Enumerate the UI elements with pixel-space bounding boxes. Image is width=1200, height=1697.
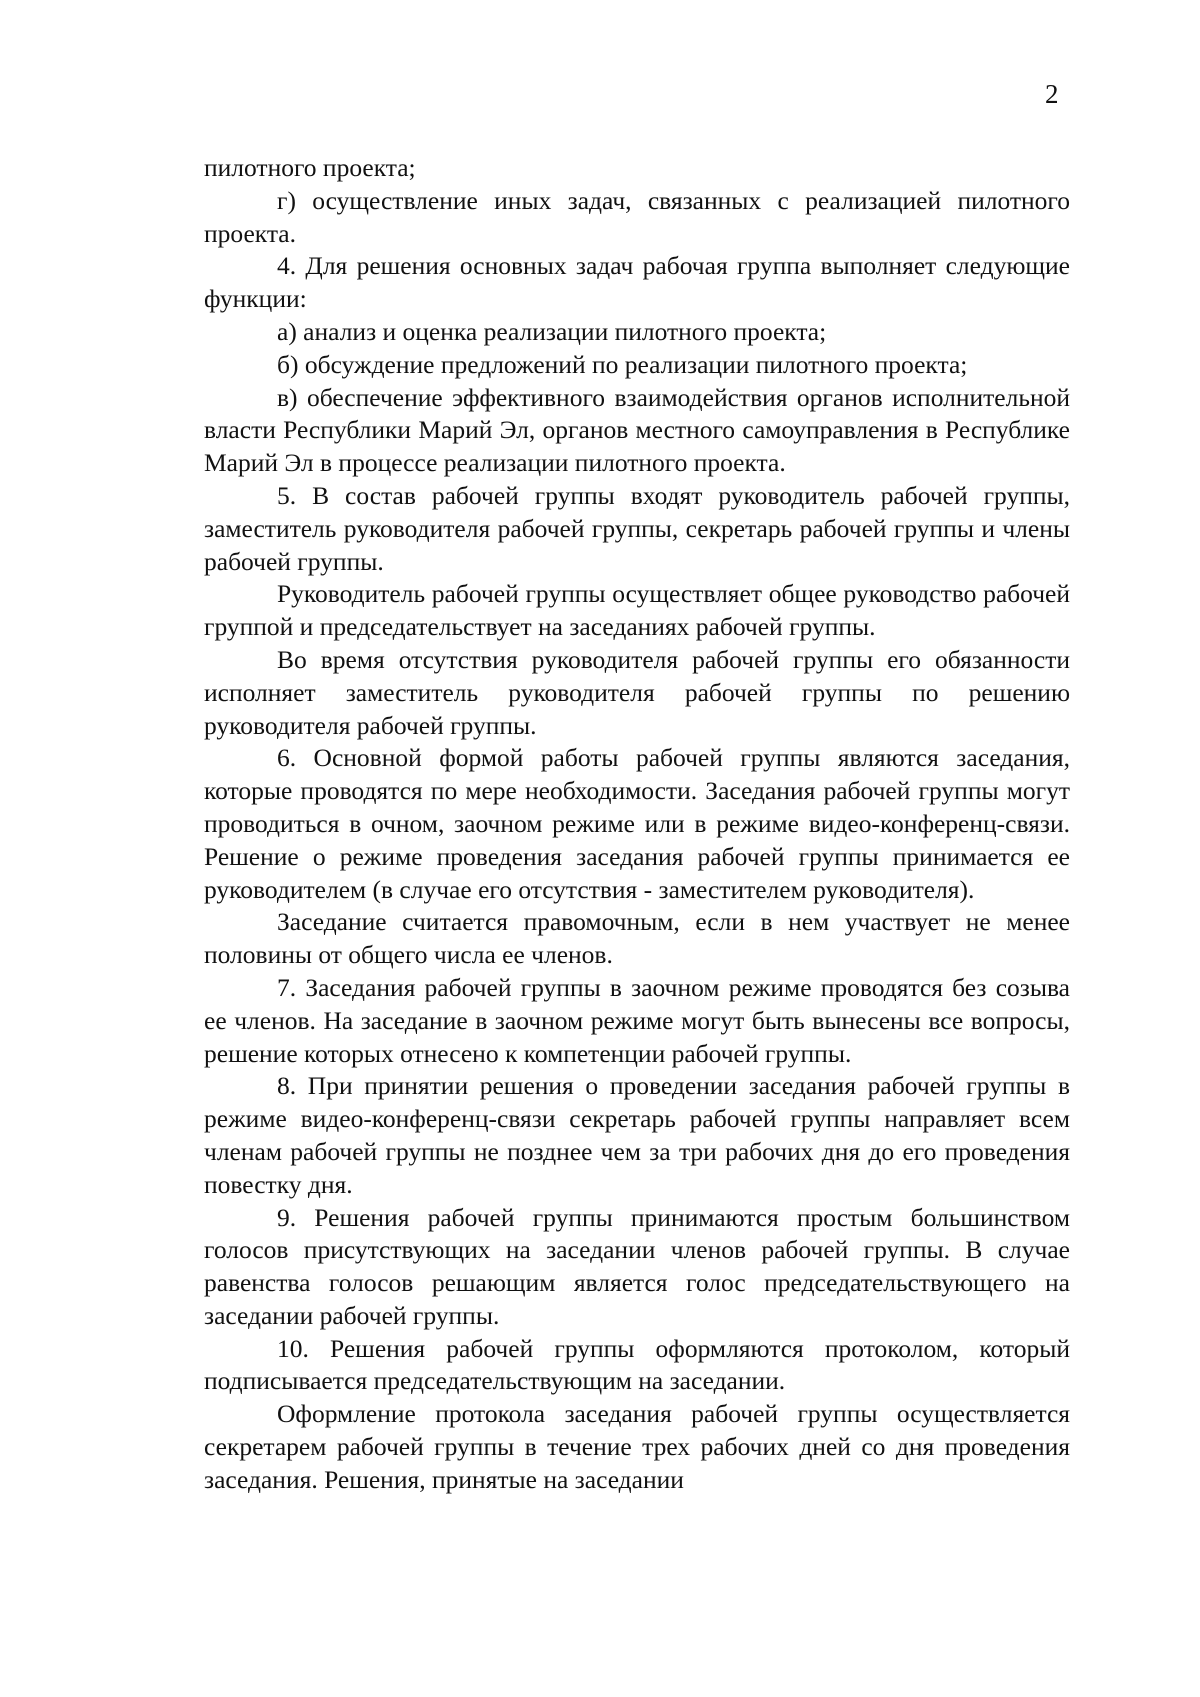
paragraph: 6. Основной формой работы рабочей группы являются заседания, которые проводятся по мере необходимости. Заседания рабочей группы могут проводиться в очном, заочном режиме или в режиме видео-конференц-связи. Решение о режиме проведения заседания рабочей группы принимается ее руководителем (в случае его отсутствия - заместителем руководителя). [204,743,1070,904]
paragraph: 10. Решения рабочей группы оформляются протоколом, который подписывается председательствующим на заседании. [204,1333,1070,1396]
paragraph: б) обсуждение предложений по реализации пилотного проекта; [277,349,968,379]
paragraph: г) осуществление иных задач, связанных с реализацией пилотного проекта. [204,185,1070,248]
paragraph: Во время отсутствия руководителя рабочей группы его обязанности исполняет заместитель руководителя рабочей группы по решению руководителя рабочей группы. [204,644,1070,740]
paragraph: Руководитель рабочей группы осуществляет общее руководство рабочей группой и председательствует на заседаниях рабочей группы. [204,579,1070,642]
paragraph: 7. Заседания рабочей группы в заочном режиме проводятся без созыва ее членов. На заседание в заочном режиме могут быть вынесены все вопросы, решение которых отнесено к компетенции рабочей группы. [204,972,1070,1068]
paragraph: пилотного проекта; [204,153,416,182]
paragraph: в) обеспечение эффективного взаимодействия органов исполнительной власти Республики Марий Эл, органов местного самоуправления в Республике Марий Эл в процессе реализации пилотного проекта. [204,382,1070,478]
paragraph: а) анализ и оценка реализации пилотного проекта; [277,316,827,346]
page-number: 2 [1045,79,1059,109]
paragraph: 9. Решения рабочей группы принимаются простым большинством голосов присутствующих на заседании членов рабочей группы. В случае равенства голосов решающим является голос председательствующего на заседании рабочей группы. [204,1202,1070,1330]
paragraph: 5. В состав рабочей группы входят руководитель рабочей группы, заместитель руководителя рабочей группы, секретарь рабочей группы и члены рабочей группы. [204,480,1070,576]
paragraph: 4. Для решения основных задач рабочая группа выполняет следующие функции: [204,251,1070,314]
paragraph: Оформление протокола заседания рабочей группы осуществляется секретарем рабочей группы в течение трех рабочих дней со дня проведения заседания. Решения, принятые на заседании [204,1399,1070,1494]
paragraph: Заседание считается правомочным, если в нем участвует не менее половины от общего числа ее членов. [204,907,1070,970]
paragraph: 8. При принятии решения о проведении заседания рабочей группы в режиме видео-конференц-связи секретарь рабочей группы направляет всем членам рабочей группы не позднее чем за три рабочих дня до его проведения повестку дня. [204,1071,1070,1199]
document-body [204,152,1070,1497]
